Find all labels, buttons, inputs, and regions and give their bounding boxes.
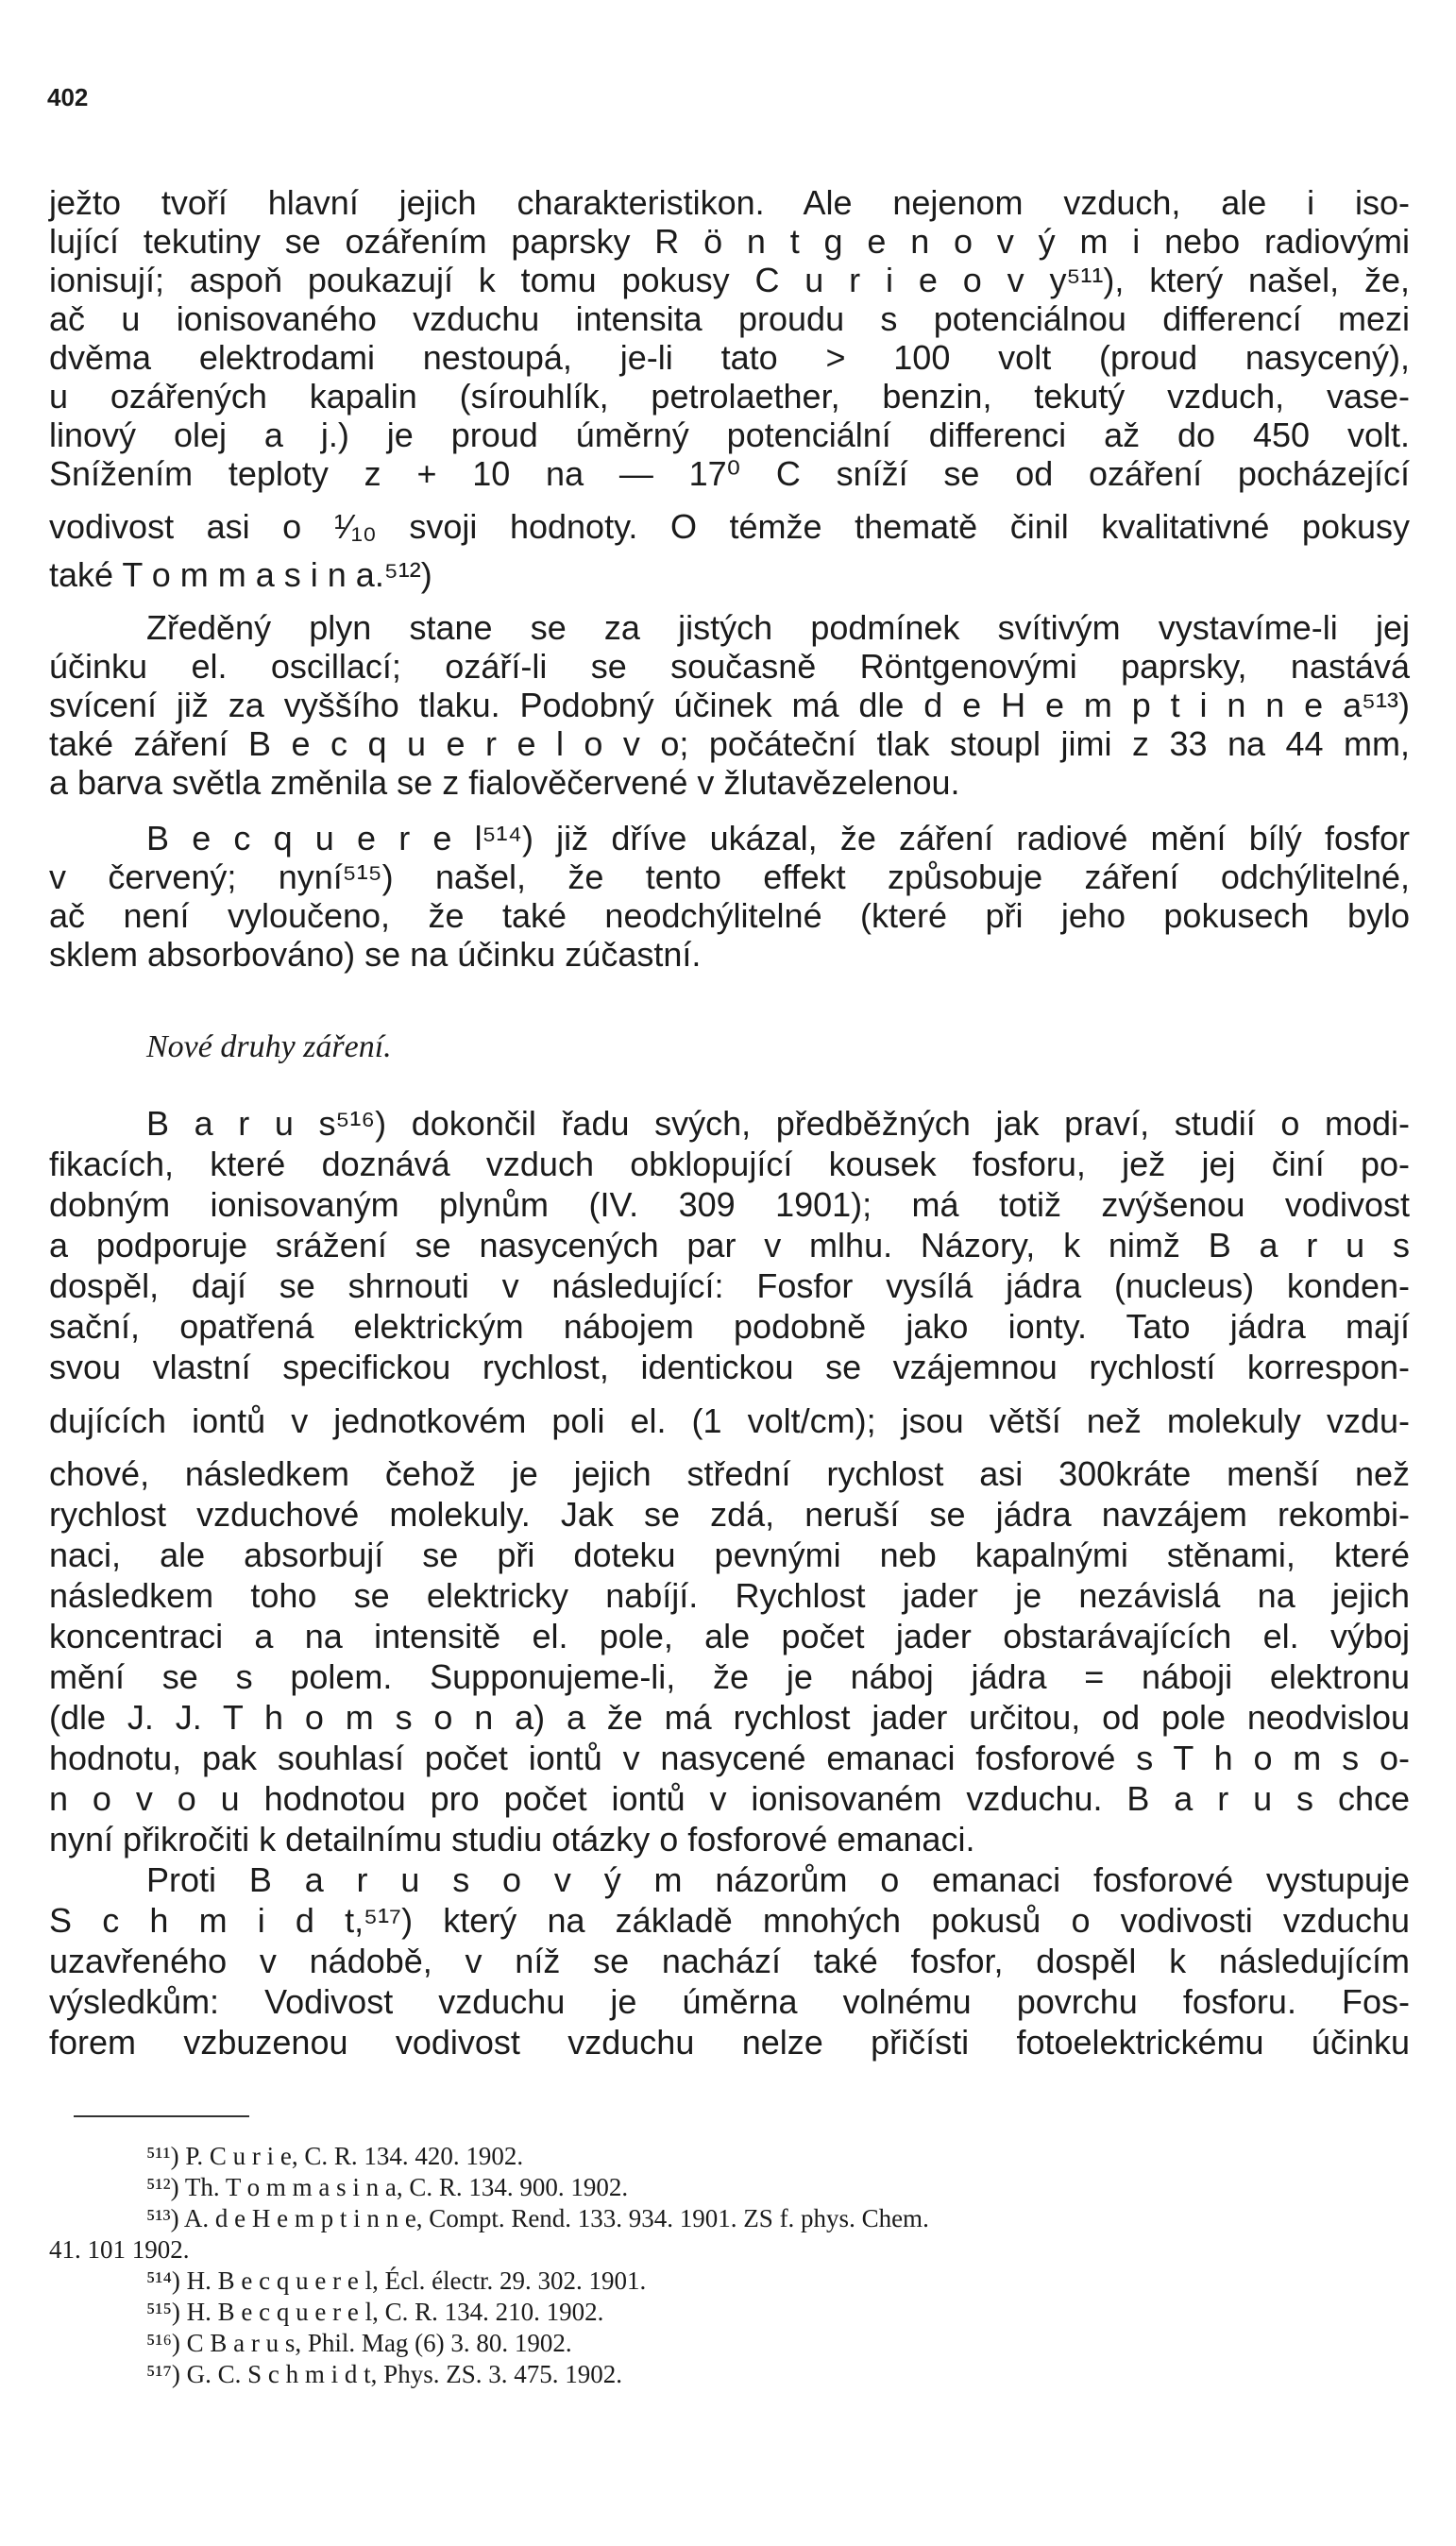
text-line: v červený; nyní⁵¹⁵) našel, že tento effekt způsobuje záření odchýlitelné, bbox=[49, 857, 1410, 896]
text-line: dobným ionisovaným plynům (IV. 309 1901); má totiž zvýšenou vodivost bbox=[49, 1185, 1410, 1224]
text-line: následkem toho se elektricky nabíjí. Rychlost jader je nezávislá na jejich bbox=[49, 1576, 1410, 1615]
text-line: Snížením teploty z + 10 na — 17⁰ C sníží se od ozáření pocházející bbox=[49, 454, 1410, 493]
text-line: mění se s polem. Supponujeme-li, že je náboj jádra = náboji elektronu bbox=[49, 1657, 1410, 1696]
text-line: (dle J. J. T h o m s o n a) a že má rychlost jader určitou, od pole neodvislou bbox=[49, 1698, 1410, 1737]
text-line: B e c q u e r e l⁵¹⁴) již dříve ukázal, že záření radiové mění bílý fosfor bbox=[146, 819, 1410, 857]
text-line: také T o m m a s i n a.⁵¹²) bbox=[49, 555, 432, 594]
text-line: výsledkům: Vodivost vzduchu je úměrna volnému povrchu fosforu. Fos- bbox=[49, 1982, 1410, 2021]
text-line: ač není vyloučeno, že také neodchýlitelné (které při jeho pokusech bylo bbox=[49, 896, 1410, 935]
text-line: lující tekutiny se ozářením paprsky R ö n t g e n o v ý m i nebo radiovými bbox=[49, 222, 1410, 261]
text-line: a barva světla změnila se z fialověčervené v žlutavězelenou. bbox=[49, 763, 960, 802]
text-line: dospěl, dají se shrnouti v následující: Fosfor vysílá jádra (nucleus) konden- bbox=[49, 1266, 1410, 1305]
text-line: rychlost vzduchové molekuly. Jak se zdá, neruší se jádra navzájem rekombi- bbox=[49, 1495, 1410, 1534]
section-heading: Nové druhy záření. bbox=[146, 1029, 392, 1064]
text-line: dvěma elektrodami nestoupá, je-li tato > 100 volt (proud nasycený), bbox=[49, 338, 1410, 377]
text-line: vodivost asi o ¹⁄₁₀ svoji hodnoty. O témže thematě činil kvalitativné pokusy bbox=[49, 507, 1410, 546]
text-line: S c h m i d t,⁵¹⁷) který na základě mnohých pokusů o vodivosti vzduchu bbox=[49, 1901, 1410, 1940]
text-line: forem vzbuzenou vodivost vzduchu nelze přičísti fotoelektrickému účinku bbox=[49, 2023, 1410, 2062]
text-line: ač u ionisovaného vzduchu intensita proudu s potenciálnou differencí mezi bbox=[49, 299, 1410, 338]
text-line: ionisují; aspoň poukazují k tomu pokusy C u r i e o v y⁵¹¹), který našel, že, bbox=[49, 261, 1410, 299]
footnote: 41. 101 1902. bbox=[49, 2235, 190, 2264]
text-line: také záření B e c q u e r e l o v o; počáteční tlak stoupl jimi z 33 na 44 mm, bbox=[49, 724, 1410, 763]
text-line: Zředěný plyn stane se za jistých podmínek svítivým vystavíme-li jej bbox=[146, 608, 1410, 647]
footnote: ⁵¹³) A. d e H e m p t i n n e, Compt. Rend. 133. 934. 1901. ZS f. phys. Chem. bbox=[146, 2204, 929, 2232]
text-line: naci, ale absorbují se při doteku pevnými neb kapalnými stěnami, které bbox=[49, 1536, 1410, 1574]
text-line: účinku el. oscillací; ozáří-li se současně Röntgenovými paprsky, nastává bbox=[49, 647, 1410, 686]
text-line: linový olej a j.) je proud úměrný potenciální differenci až do 450 volt. bbox=[49, 416, 1410, 454]
text-line: nyní přikročiti k detailnímu studiu otázky o fosforové emanaci. bbox=[49, 1820, 975, 1859]
text-line: hodnotu, pak souhlasí počet iontů v nasycené emanaci fosforové s T h o m s o- bbox=[49, 1739, 1410, 1777]
footnote: ⁵¹²) Th. T o m m a s i n a, C. R. 134. 900. 1902. bbox=[146, 2173, 629, 2201]
text-line: dujících iontů v jednotkovém poli el. (1 volt/cm); jsou větší než molekuly vzdu- bbox=[49, 1401, 1410, 1440]
text-line: a podporuje srážení se nasycených par v mlhu. Názory, k nimž B a r u s bbox=[49, 1226, 1410, 1265]
text-line: ježto tvoří hlavní jejich charakteristikon. Ale nejenom vzduch, ale i iso- bbox=[49, 183, 1410, 222]
text-line: fikacích, které doznává vzduch obklopující kousek fosforu, jež jej činí po- bbox=[49, 1145, 1410, 1183]
footnote-rule bbox=[74, 2115, 249, 2117]
footnote: ⁵¹⁴) H. B e c q u e r e l, Écl. électr. 29. 302. 1901. bbox=[146, 2266, 647, 2295]
text-line: n o v o u hodnotou pro počet iontů v ionisovaném vzduchu. B a r u s chce bbox=[49, 1779, 1410, 1818]
text-line: B a r u s⁵¹⁶) dokončil řadu svých, předběžných jak praví, studií o modi- bbox=[146, 1104, 1410, 1143]
text-line: chové, následkem čehož je jejich střední rychlost asi 300kráte menší než bbox=[49, 1454, 1410, 1493]
text-line: uzavřeného v nádobě, v níž se nachází také fosfor, dospěl k následujícím bbox=[49, 1942, 1410, 1980]
text-line: u ozářených kapalin (sírouhlík, petrolaether, benzin, tekutý vzduch, vase- bbox=[49, 377, 1410, 416]
text-line: sační, opatřená elektrickým nábojem podobně jako ionty. Tato jádra mají bbox=[49, 1307, 1410, 1346]
text-line: koncentraci a na intensitě el. pole, ale počet jader obstarávajících el. výboj bbox=[49, 1617, 1410, 1655]
footnote: ⁵¹⁵) H. B e c q u e r e l, C. R. 134. 210. 1902. bbox=[146, 2298, 604, 2326]
page-number: 402 bbox=[47, 83, 89, 111]
footnote: ⁵¹¹) P. C u r i e, C. R. 134. 420. 1902. bbox=[146, 2142, 524, 2170]
footnote: ⁵¹⁶) C B a r u s, Phil. Mag (6) 3. 80. 1902. bbox=[146, 2329, 572, 2357]
text-line: sklem absorbováno) se na účinku zúčastní. bbox=[49, 935, 702, 974]
text-line: svou vlastní specifickou rychlost, identickou se vzájemnou rychlostí korrespon- bbox=[49, 1348, 1410, 1386]
footnote: ⁵¹⁷) G. C. S c h m i d t, Phys. ZS. 3. 475. 1902. bbox=[146, 2360, 622, 2388]
text-line: Proti B a r u s o v ý m názorům o emanaci fosforové vystupuje bbox=[146, 1860, 1410, 1899]
text-line: svícení již za vyššího tlaku. Podobný účinek má dle d e H e m p t i n n e a⁵¹³) bbox=[49, 686, 1410, 724]
